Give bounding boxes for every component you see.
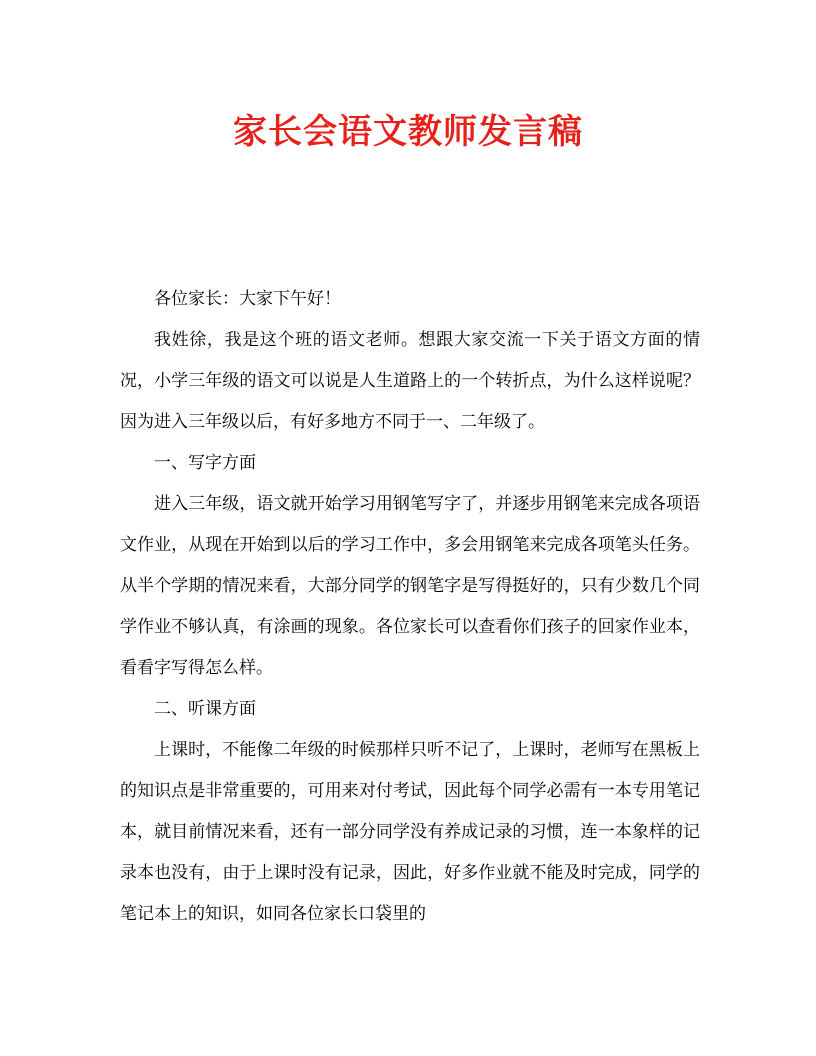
document-body bbox=[120, 279, 700, 935]
paragraph-introduction: 我姓徐，我是这个班的语文老师。想跟大家交流一下关于语文方面的情况，小学三年级的语文可以说是人生道路上的一个转折点，为什么这样说呢？因为进入三年级以后，有好多地方不同于一、二年级了。 bbox=[120, 330, 700, 432]
section-heading-listening: 二、听课方面 bbox=[154, 699, 256, 719]
paragraph-writing: 进入三年级，语文就开始学习用钢笔写字了，并逐步用钢笔来完成各项语文作业，从现在开始到以后的学习工作中，多会用钢笔来完成各项笔头任务。从半个学期的情况来看，大部分同学的钢笔字是写得挺好的，只有少数几个同学作业不够认真，有涂画的现象。各位家长可以查看你们孩子的回家作业本，看看字写得怎么样。 bbox=[120, 494, 700, 678]
paragraph-listening: 上课时，不能像二年级的时候那样只听不记了，上课时，老师写在黑板上的知识点是非常重要的，可用来对付考试，因此每个同学必需有一本专用笔记本，就目前情况来看，还有一部分同学没有养成记录的习惯，连一本象样的记录本也没有，由于上课时没有记录，因此，好多作业就不能及时完成，同学的笔记本上的知识，如同各位家长口袋里的 bbox=[120, 740, 700, 924]
document-title: 家长会语文教师发言稿 bbox=[233, 112, 583, 152]
section-heading-writing: 一、写字方面 bbox=[154, 453, 256, 473]
paragraph-greeting: 各位家长：大家下午好！ bbox=[154, 289, 341, 309]
